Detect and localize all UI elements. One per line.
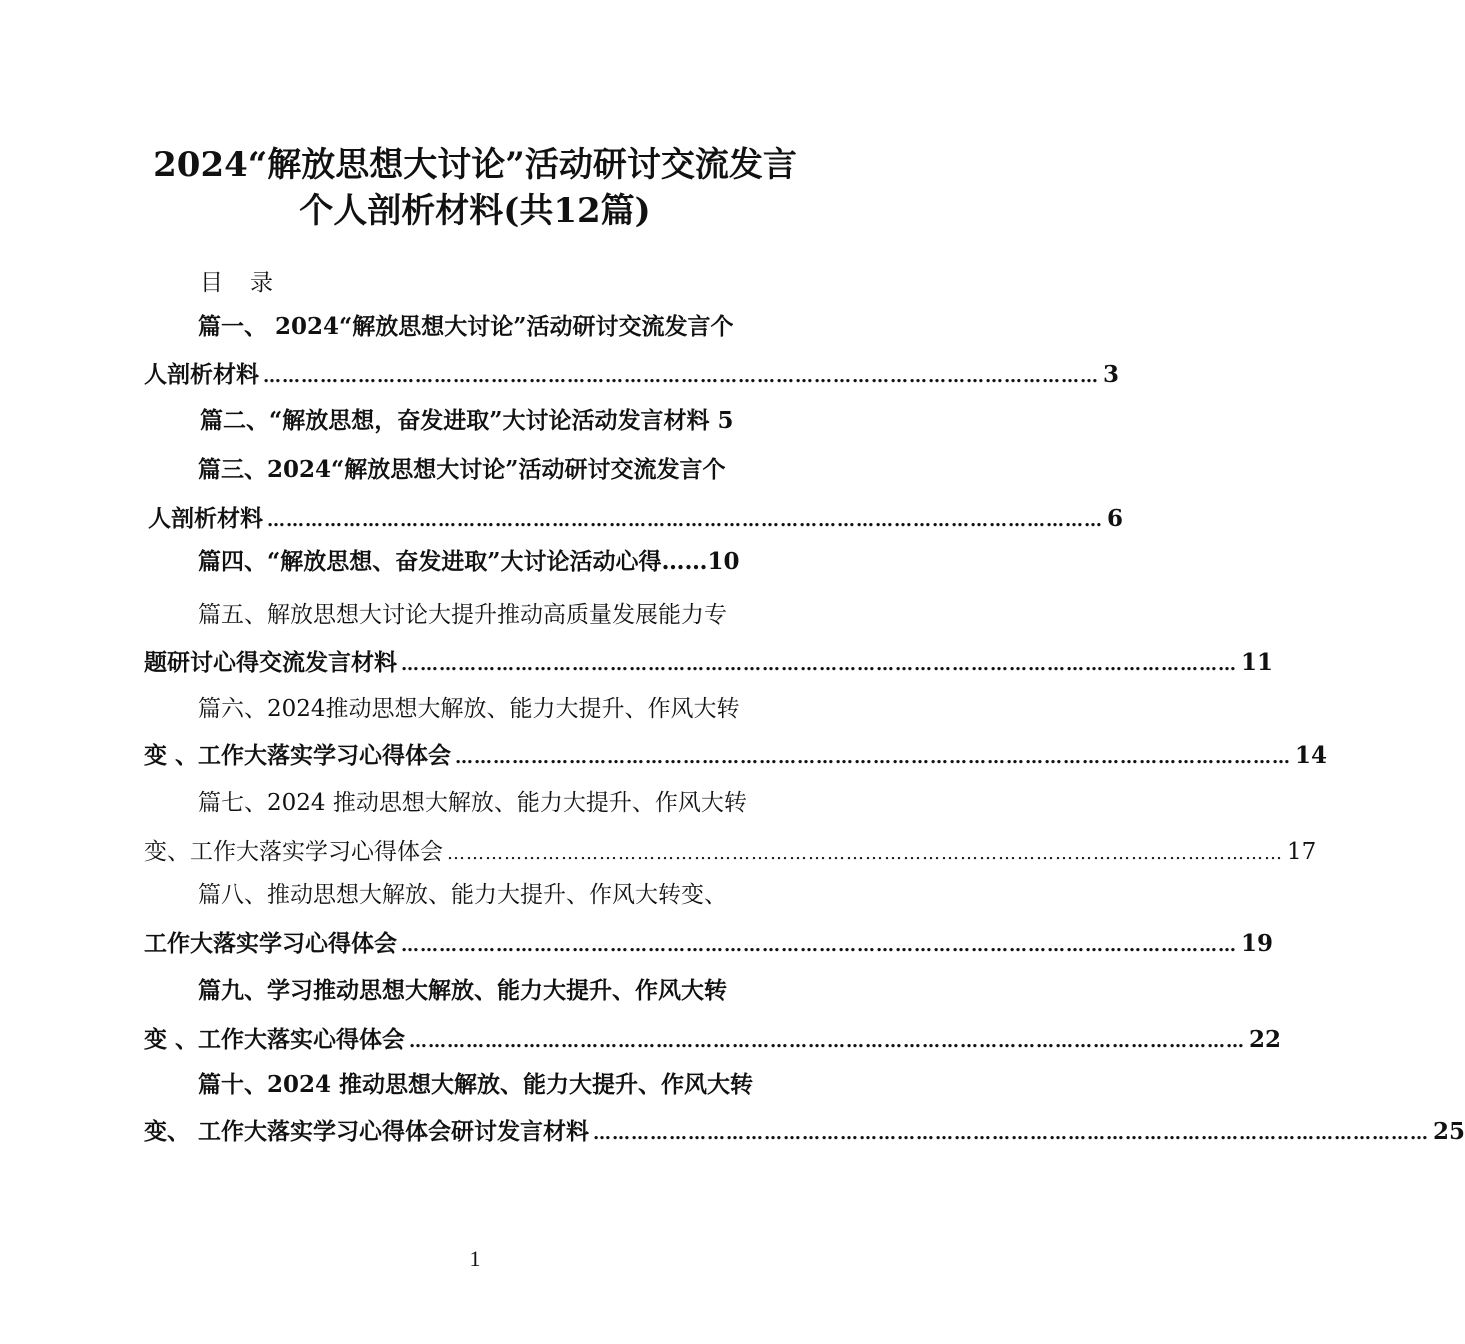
toc-leader-dots: …………………………………………………………………………………………………………………… bbox=[401, 654, 1237, 675]
toc-leader-dots: …………………………………………………………………………………………………………………… bbox=[263, 366, 1099, 387]
toc-leader-dots: …………………………………………………………………………………………………………………… bbox=[447, 843, 1283, 864]
toc-entry-4-line-1[interactable]: 篇四、“解放思想、奋发进取”大讨论活动心得……10 bbox=[198, 548, 740, 575]
toc-page-number: 14 bbox=[1295, 742, 1328, 769]
toc-entry-8-line-2[interactable] bbox=[144, 929, 1274, 961]
toc-page-number: 19 bbox=[1241, 930, 1274, 957]
toc-leader-dots: …………………………………………………………………………………………………………………… bbox=[267, 510, 1103, 531]
toc-entry-3-line-1[interactable]: 篇三、2024“解放思想大讨论”活动研讨交流发言个 bbox=[198, 456, 726, 483]
toc-entry-7-line-2[interactable] bbox=[144, 837, 1317, 869]
toc-page-number: 11 bbox=[1241, 649, 1274, 676]
toc-entry-9-line-1[interactable]: 篇九、学习推动思想大解放、能力大提升、作风大转 bbox=[198, 977, 727, 1004]
toc-page-number: 17 bbox=[1287, 839, 1317, 865]
toc-entry-1-line-2[interactable] bbox=[144, 360, 1120, 392]
toc-entry-title: 工作大落实学习心得体会 bbox=[144, 930, 397, 957]
toc-page-number: 3 bbox=[1103, 361, 1120, 388]
toc-page-number: 25 bbox=[1433, 1118, 1465, 1145]
toc-leader-dots: …………………………………………………………………………………………………………………… bbox=[593, 1123, 1430, 1144]
toc-page-number: 22 bbox=[1249, 1026, 1282, 1053]
toc-entry-10-line-2[interactable] bbox=[144, 1117, 1465, 1149]
toc-entry-6-line-2[interactable] bbox=[144, 741, 1328, 773]
toc-entry-5-line-2[interactable] bbox=[144, 648, 1274, 680]
toc-entry-title: 变、工作大落实学习心得体会 bbox=[144, 839, 443, 865]
toc-entry-6-line-1[interactable]: 篇六、2024推动思想大解放、能力大提升、作风大转 bbox=[198, 696, 740, 722]
page-number: 1 bbox=[469, 1246, 481, 1271]
toc-entry-8-line-1[interactable]: 篇八、推动思想大解放、能力大提升、作风大转变、 bbox=[198, 882, 727, 908]
toc-entry-3-line-2[interactable] bbox=[148, 504, 1124, 536]
toc-entry-title: 变 、工作大落实学习心得体会 bbox=[144, 742, 452, 769]
toc-entry-2-line-1[interactable]: 篇二、“解放思想，奋发进取”大讨论活动发言材料 5 bbox=[200, 407, 734, 434]
toc-entry-title: 题研讨心得交流发言材料 bbox=[144, 649, 397, 676]
toc-leader-dots: …………………………………………………………………………………………………………………… bbox=[409, 1031, 1246, 1052]
toc-heading: 目 录 bbox=[200, 270, 275, 296]
toc-leader-dots: …………………………………………………………………………………………………………………… bbox=[401, 935, 1237, 956]
toc-entry-title: 人剖析材料 bbox=[148, 505, 263, 532]
toc-entry-7-line-1[interactable]: 篇七、2024 推动思想大解放、能力大提升、作风大转 bbox=[198, 790, 747, 816]
document-title-line-2: 个人剖析材料(共12篇) bbox=[299, 191, 651, 231]
toc-entry-9-line-2[interactable] bbox=[144, 1025, 1282, 1057]
toc-entry-title: 变、 工作大落实学习心得体会研讨发言材料 bbox=[144, 1118, 590, 1145]
toc-entry-title: 变 、工作大落实心得体会 bbox=[144, 1026, 406, 1053]
toc-entry-5-line-1[interactable]: 篇五、解放思想大讨论大提升推动高质量发展能力专 bbox=[198, 602, 727, 628]
toc-entry-1-line-1[interactable]: 篇一、 2024“解放思想大讨论”活动研讨交流发言个 bbox=[198, 313, 734, 340]
toc-page-number: 6 bbox=[1107, 505, 1124, 532]
toc-leader-dots: …………………………………………………………………………………………………………………… bbox=[455, 747, 1292, 768]
toc-entry-title: 人剖析材料 bbox=[144, 361, 259, 388]
document-title-line-1: 2024“解放思想大讨论”活动研讨交流发言 bbox=[153, 145, 797, 185]
toc-entry-10-line-1[interactable]: 篇十、2024 推动思想大解放、能力大提升、作风大转 bbox=[198, 1071, 754, 1098]
